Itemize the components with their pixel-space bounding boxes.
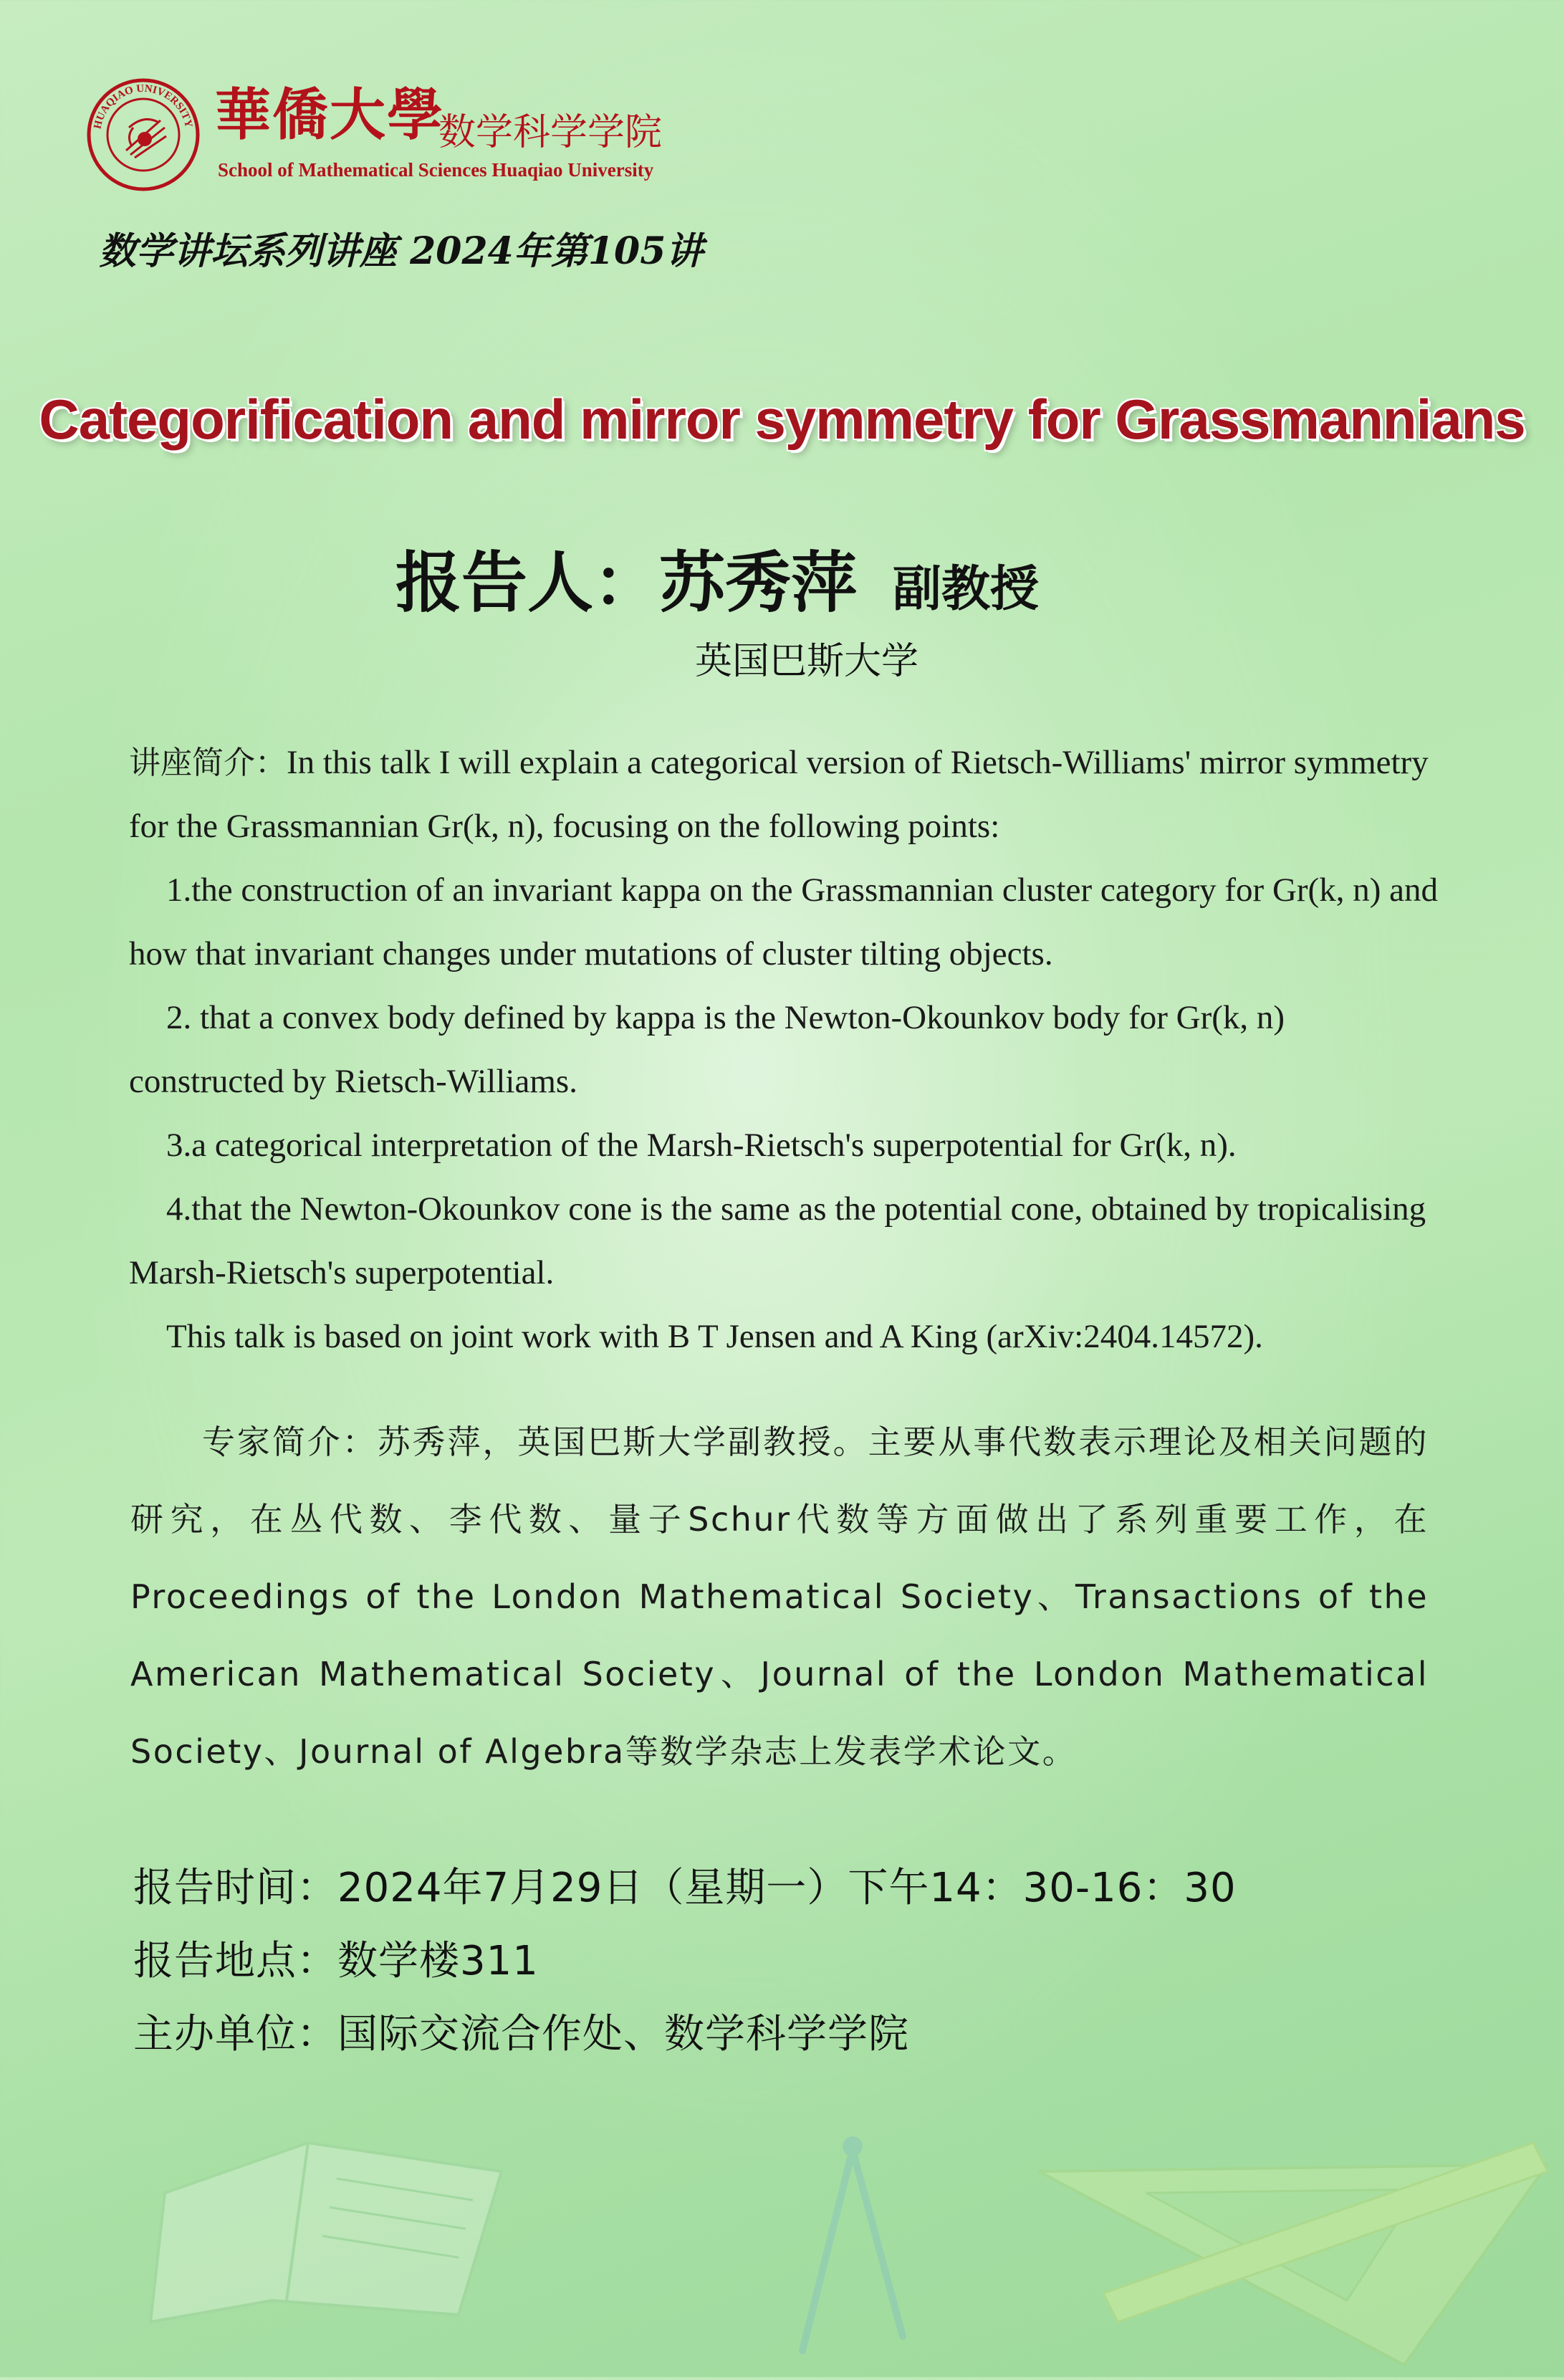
school-name-en: School of Mathematical Sciences Huaqiao University [218, 159, 654, 181]
decorative-footer [0, 2064, 1564, 2377]
talk-host: 主办单位：国际交流合作处、数学科学学院 [133, 2011, 909, 2058]
university-seal-icon [86, 77, 201, 192]
school-name-cn: 数学科学学院 [438, 111, 663, 154]
svg-text:HUAQIAO UNIVERSITY [92, 83, 194, 130]
speaker-bio: 专家简介：苏秀萍，英国巴斯大学副教授。主要从事代数表示理论及相关问题的研究，在丛代数、李代数、量子Schur代数等方面做出了系列重要工作，在Proceedings of the London Mathematical Society、Transactions of the American Mathematical Society、Journal of the London Mathematical Society、Journal of Algebra等数学杂志上发表学术论文。 [130, 1423, 1429, 1771]
speaker-line [395, 530, 1039, 625]
abstract-intro [129, 731, 1447, 859]
talk-place: 报告地点：数学楼311 [133, 1938, 539, 1984]
abstract-basis: This talk is based on joint work with B T Jensen and A King (arXiv:2404.14572). [166, 1318, 1263, 1355]
university-name-cn: 華僑大學 [215, 82, 445, 148]
abstract-point-4: 4.that the Newton-Okounkov cone is the same as the potential cone, obtained by tropicalising Marsh-Rietsch's superpotential. [129, 1190, 1426, 1291]
abstract-lead: 讲座简介： [129, 745, 287, 781]
abstract-point-2: 2. that a convex body defined by kappa is the Newton-Okounkov body for Gr(k, n) constructed by Rietsch-Williams. [129, 999, 1285, 1100]
abstract-intro-text: In this talk I will explain a categorical version of Rietsch-Williams' mirror symmetry for the Grassmannian Gr(k, n), focusing on the following points: [129, 744, 1429, 845]
speaker-rank: 副教授 [893, 561, 1040, 618]
lecture-series: 数学讲坛系列讲座 2024年第105讲 [99, 229, 704, 273]
abstract-point-1: 1.the construction of an invariant kappa on the Grassmannian cluster category for Gr(k, n) and how that invariant changes under mutations of cluster tilting objects. [129, 871, 1438, 972]
speaker-label: 报告人： [395, 545, 660, 621]
abstract-section [129, 731, 1447, 1369]
talk-title: Categorification and mirror symmetry for Grassmannians [39, 388, 1525, 451]
abstract-point-3: 3.a categorical interpretation of the Marsh-Rietsch's superpotential for Gr(k, n). [166, 1127, 1237, 1164]
speaker-name: 苏秀萍 [659, 545, 858, 621]
university-logo [86, 77, 201, 192]
speaker-affiliation: 英国巴斯大学 [695, 640, 919, 683]
stationery-decoration-icon [0, 2064, 1564, 2377]
talk-time: 报告时间：2024年7月29日（星期一）下午14：30-16：30 [133, 1865, 1237, 1911]
logo-ring-text: HUAQIAO UNIVERSITY [92, 82, 195, 130]
